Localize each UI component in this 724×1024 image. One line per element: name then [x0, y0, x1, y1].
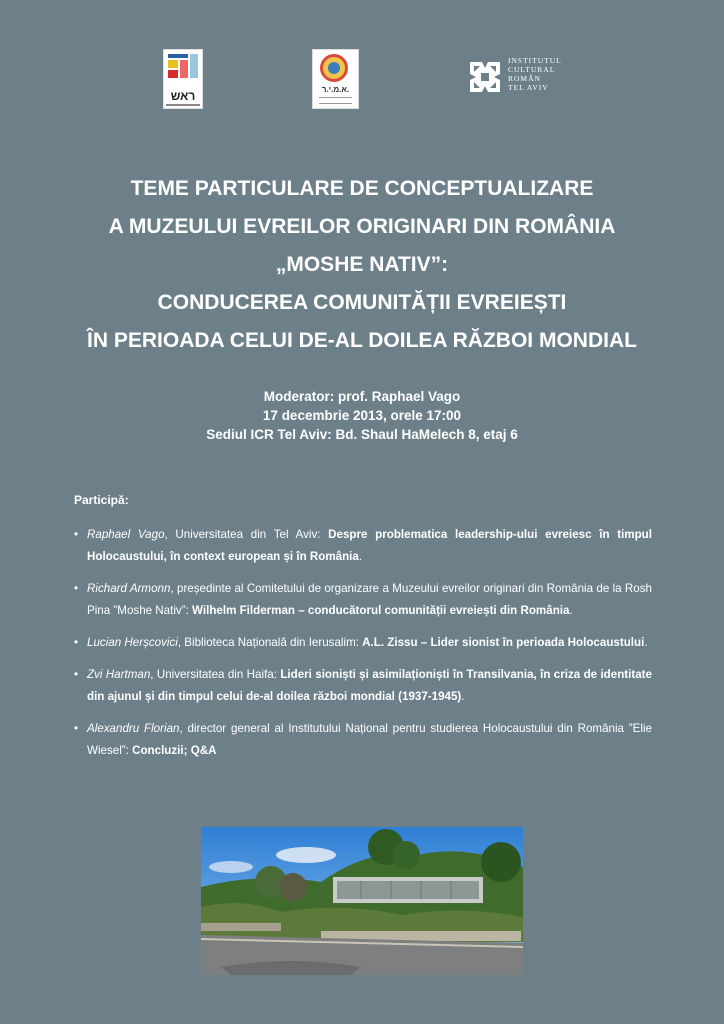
icr-line-3: ROMÂN	[508, 74, 541, 83]
amir-logo	[312, 49, 359, 109]
amir-logo-text: א.מ.י.ר.	[321, 85, 350, 94]
participant-name: Raphael Vago	[87, 528, 165, 541]
participant-topic: Wilhelm Filderman – conducătorul comunității evreiești din România	[192, 604, 570, 617]
participant-affiliation: , Universitatea din Tel Aviv:	[164, 528, 329, 541]
title-line-2: A MUZEULUI EVREILOR ORIGINARI DIN ROMÂNIA	[108, 215, 616, 238]
participant-name: Lucian Herșcovici	[87, 636, 178, 649]
bullet-icon: •	[74, 668, 79, 681]
participant-end: .	[569, 604, 573, 617]
event-venue: Sediul ICR Tel Aviv: Bd. Shaul HaMelech 8, etaj 6	[206, 427, 518, 442]
event-title	[0, 170, 724, 360]
icr-line-4: TEL AVIV	[508, 83, 549, 92]
participant-name: Alexandru Florian	[87, 722, 180, 735]
bullet-icon: •	[74, 528, 79, 541]
bullet-icon: •	[74, 636, 79, 649]
participant-topic: Concluzii; Q&A	[132, 744, 217, 757]
museum-building-image	[201, 827, 523, 975]
list-item	[74, 718, 652, 762]
participant-affiliation: , Biblioteca Națională din Ierusalim:	[177, 636, 363, 649]
title-line-5: ÎN PERIOADA CELUI DE-AL DOILEA RĂZBOI MONDIAL	[87, 329, 637, 352]
participant-affiliation: , președinte al Comitetului de organizare a Muzeului evreilor originari din România de la Rosh Pina ”Moshe Nativ”:	[87, 582, 653, 617]
participant-name: Zvi Hartman	[87, 668, 151, 681]
participants-list	[74, 524, 652, 772]
moderator: Moderator: prof. Raphael Vago	[263, 389, 461, 404]
icr-line-1: INSTITUTUL	[508, 56, 562, 65]
participant-topic: A.L. Zissu – Lider sionist în perioada Holocaustului	[362, 636, 645, 649]
title-line-4: CONDUCEREA COMUNITĂȚII EVREIEȘTI	[157, 291, 567, 314]
list-item	[74, 524, 652, 568]
bullet-icon: •	[74, 722, 79, 735]
amir-emblem-icon	[320, 54, 348, 82]
rosh-logo	[163, 49, 203, 109]
event-details	[0, 387, 724, 444]
list-item	[74, 632, 652, 654]
logo-bar	[0, 46, 724, 110]
icr-line-2: CULTURAL	[508, 65, 556, 74]
event-date: 17 decembrie 2013, orele 17:00	[262, 408, 462, 423]
participant-topic: Lideri sioniști și asimilaționiști în Transilvania, în criza de identitate din ajunul și din timpul celui de-al doilea război mondial (1937-1945)	[87, 668, 652, 703]
icr-tel-aviv-logo	[468, 56, 578, 100]
participant-name: Richard Armonn	[87, 582, 171, 595]
participant-end: .	[461, 690, 465, 703]
list-item	[74, 578, 652, 622]
title-line-1: TEME PARTICULARE DE CONCEPTUALIZARE	[130, 177, 594, 200]
title-line-3: „MOSHE NATIV”:	[275, 253, 449, 276]
participants-heading: Participă:	[74, 493, 129, 507]
participant-topic: Despre problematica leadership-ului evreiesc în timpul Holocaustului, în context european și în România	[87, 528, 652, 563]
participant-affiliation: , Universitatea din Haifa:	[150, 668, 281, 681]
rosh-logo-text: ראש	[170, 89, 196, 103]
participant-affiliation: , director general al Institutului Național pentru studierea Holocaustului din România ”Elie Wiesel”:	[87, 722, 652, 757]
participant-end: .	[358, 550, 363, 563]
bullet-icon: •	[74, 582, 79, 595]
icr-cross-icon	[468, 60, 502, 94]
list-item	[74, 664, 652, 708]
participant-end: .	[644, 636, 648, 649]
museum-photo	[201, 827, 523, 975]
